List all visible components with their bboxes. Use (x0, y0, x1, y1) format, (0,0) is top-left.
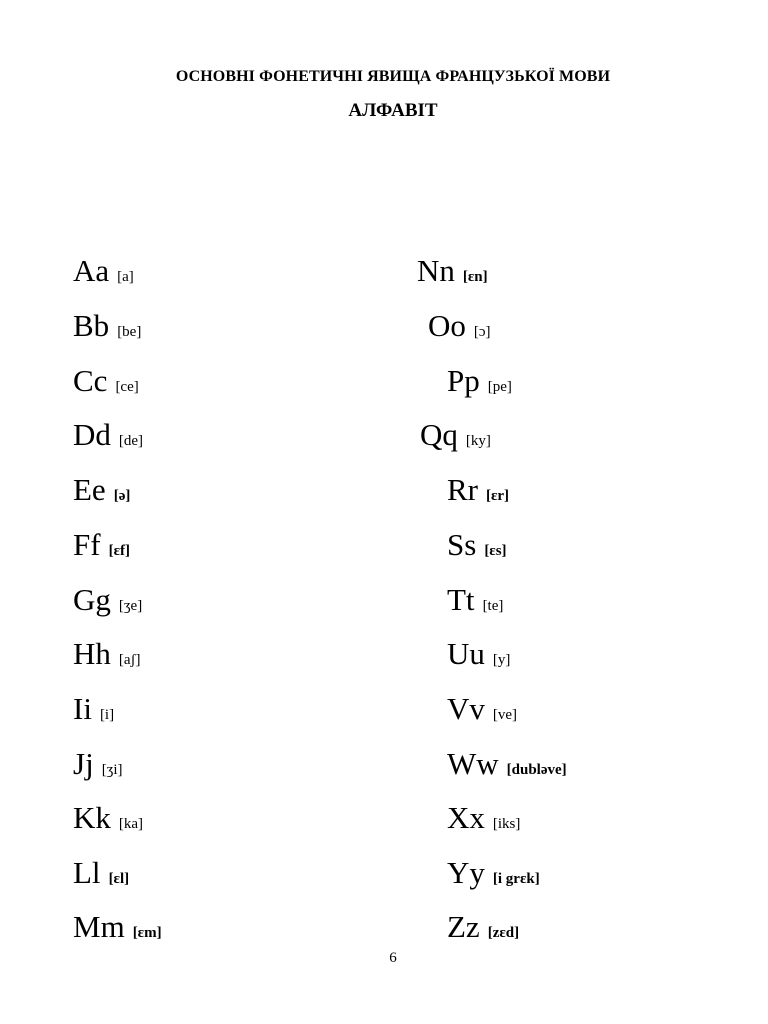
pronunciation: [i grɛk] (492, 871, 540, 887)
letter: Vv (447, 691, 485, 726)
alphabet-entry-d (73, 419, 143, 450)
letter: Yy (447, 855, 485, 890)
letter: Mm (73, 909, 125, 944)
letter: Hh (73, 636, 111, 671)
alphabet-entry-m (73, 911, 162, 942)
letter: Pp (447, 363, 480, 398)
letter: Xx (447, 800, 485, 835)
alphabet-entry-w (447, 748, 567, 779)
alphabet-entry-n (417, 255, 488, 286)
pronunciation: [a] (117, 269, 134, 285)
alphabet-entry-u (447, 638, 510, 669)
letter: Ww (447, 746, 499, 781)
pronunciation: [y] (492, 652, 511, 668)
letter: Tt (447, 582, 475, 617)
pronunciation: [aʃ] (118, 652, 141, 668)
alphabet-entry-a (73, 255, 134, 286)
letter: Dd (73, 417, 111, 452)
pronunciation: [ə] (113, 488, 131, 504)
page-title: ОСНОВНІ ФОНЕТИЧНІ ЯВИЩА ФРАНЦУЗЬКОЇ МОВИ (175, 68, 611, 85)
alphabet-entry-l (73, 857, 129, 888)
alphabet-entry-h (73, 638, 141, 669)
letter: Zz (447, 909, 480, 944)
letter: Aa (73, 253, 110, 288)
pronunciation: [ɛf] (108, 543, 130, 559)
letter: Ll (73, 855, 101, 890)
letter: Ff (73, 527, 101, 562)
letter: Gg (73, 582, 111, 617)
alphabet-entry-k (73, 802, 143, 833)
alphabet-entry-v (447, 693, 517, 724)
letter: Bb (73, 308, 110, 343)
pronunciation: [pe] (487, 379, 512, 395)
alphabet-entry-q (420, 419, 491, 450)
alphabet-entry-s (447, 529, 507, 560)
pronunciation: [ve] (492, 707, 518, 723)
pronunciation: [te] (482, 598, 504, 614)
pronunciation: [ɔ] (473, 324, 491, 340)
alphabet-entry-y (447, 857, 540, 888)
pronunciation: [i] (99, 707, 115, 723)
pronunciation: [ɛm] (132, 925, 162, 941)
letter: Ii (73, 691, 92, 726)
letter: Rr (447, 472, 478, 507)
alphabet-entry-b (73, 310, 141, 341)
pronunciation: [ɛl] (108, 871, 130, 887)
pronunciation: [iks] (492, 816, 521, 832)
letter: Jj (73, 746, 94, 781)
pronunciation: [be] (117, 324, 142, 340)
alphabet-entry-c (73, 365, 139, 396)
alphabet-entry-e (73, 474, 130, 505)
pronunciation: [dubləve] (506, 762, 567, 778)
letter: Uu (447, 636, 485, 671)
letter: Nn (417, 253, 455, 288)
alphabet-entry-x (447, 802, 520, 833)
page-number: 6 (389, 950, 397, 966)
letter: Qq (420, 417, 458, 452)
pronunciation: [ʒi] (101, 762, 123, 778)
pronunciation: [de] (118, 433, 144, 449)
alphabet-entry-t (447, 584, 503, 615)
section-title: АЛФАВІТ (348, 100, 438, 121)
alphabet-entry-i (73, 693, 114, 724)
pronunciation: [ce] (115, 379, 139, 395)
pronunciation: [ky] (465, 433, 491, 449)
pronunciation: [ɛs] (484, 543, 507, 559)
letter: Ee (73, 472, 106, 507)
pronunciation: [ɛr] (486, 488, 510, 504)
pronunciation: [ɛn] (462, 269, 488, 285)
alphabet-entry-o (428, 310, 491, 341)
pronunciation: [ʒe] (118, 598, 143, 614)
letter: Ss (447, 527, 477, 562)
alphabet-entry-j (73, 748, 123, 779)
alphabet-entry-z (447, 911, 519, 942)
alphabet-entry-f (73, 529, 130, 560)
pronunciation: [zɛd] (487, 925, 520, 941)
alphabet-entry-g (73, 584, 142, 615)
letter: Oo (428, 308, 466, 343)
letter: Kk (73, 800, 111, 835)
alphabet-entry-p (447, 365, 512, 396)
pronunciation: [ka] (118, 816, 144, 832)
letter: Cc (73, 363, 108, 398)
alphabet-entry-r (447, 474, 509, 505)
